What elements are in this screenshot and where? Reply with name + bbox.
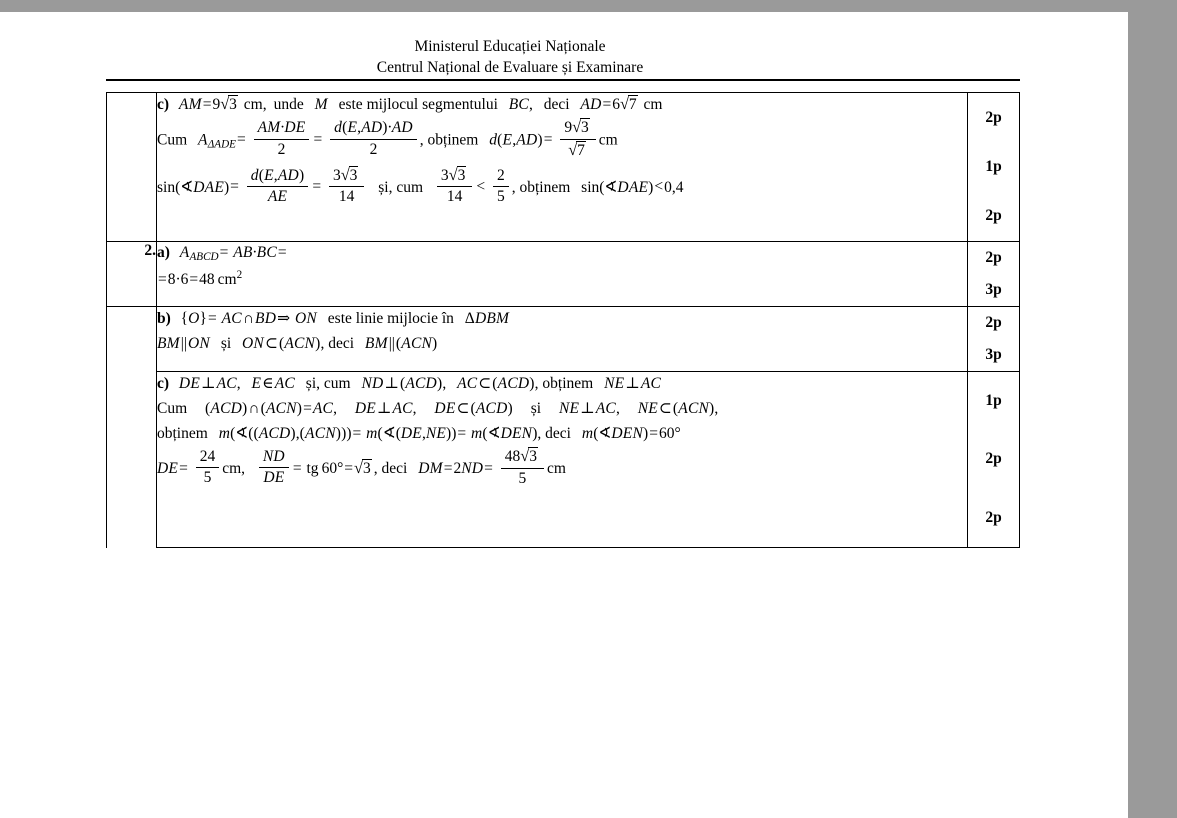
header-line-center: Centrul Național de Evaluare și Examinare (376, 59, 644, 76)
seg-ne: NE (604, 375, 625, 392)
solution-line: b) {O}= AC∩BD⇒ ON este linie mijlocie în ΔDBM (157, 310, 510, 327)
measure-m1: m (218, 425, 231, 442)
line-ac: AC (221, 310, 242, 327)
points-badge: 2p (985, 108, 1002, 126)
fraction-3root3-over-14-2: $\frac{3√3}{14}$ (437, 166, 472, 207)
points-badge: 2p (985, 207, 1002, 225)
seg-nd: ND (361, 375, 384, 392)
point-o: O (188, 310, 200, 327)
grading-table (106, 92, 1020, 548)
seg-dm: DM (418, 459, 443, 477)
header-line-ministry: Ministerul Educației Naționale (414, 38, 606, 55)
seg-on: ON (188, 335, 210, 352)
table-row (107, 372, 1020, 548)
document-page (0, 6, 1128, 818)
measure-m4: m (581, 425, 594, 442)
row-solution-cell (157, 307, 968, 372)
fraction-dead-over-ae: $\frac{d(E,AD)}{AE}$ (247, 167, 309, 207)
measure-m2: m (366, 425, 378, 442)
row-index-cell (107, 372, 157, 548)
row-index-label: 2. (144, 242, 156, 259)
points-badge: 3p (985, 346, 1002, 363)
row-points-cell (968, 93, 1020, 242)
points-badge: 2p (985, 450, 1002, 468)
exponent-2: 2 (236, 269, 243, 282)
fraction-3root3-over-14: $\frac{3√3}{14}$ (329, 166, 364, 207)
row-points-cell (968, 372, 1020, 548)
seg-on: ON (294, 310, 317, 327)
triangle-dbm: ΔDBM (464, 310, 510, 327)
var-m: M (314, 96, 328, 113)
fraction-48root3-over-5: $\frac{48√3}{5}$ (501, 447, 544, 488)
points-badge: 1p (985, 392, 1002, 410)
item-label-c2: c) (157, 375, 170, 392)
table-row (107, 307, 1020, 372)
expr-ad: AD (580, 96, 602, 113)
fraction-am-de-over-2: $\frac{AM\cdot DE}{2}$ (254, 119, 310, 159)
row-index-cell (107, 242, 157, 307)
seg-bc: BC (508, 96, 529, 113)
sqrt-3-icon-2: √3 (354, 458, 371, 477)
row-index-cell (107, 93, 157, 242)
fraction-24-over-5: $\frac{24}{5}$ (196, 448, 220, 488)
area-subscript: ΔADE (207, 138, 236, 151)
item-label-c: c) (157, 96, 170, 113)
angle-dae-2: DAE (617, 178, 649, 196)
solution-line: sin(∢DAE)= $\frac{d(E,AD)}{AE}$ = $\frac{3√3}{14}$ și, cum $\frac{3√3}{14}$ < $\frac{2}{5}$ , obținem sin(∢DAE)<0,4 (157, 166, 684, 206)
area-symbol: A (198, 131, 208, 149)
solution-line: a) $A_{ABCD}= AB\cdot BC=$ (157, 244, 287, 264)
expr-am: AM (178, 96, 202, 113)
table-row (107, 93, 1020, 242)
dist-e-ad: d(E,AD) (489, 131, 543, 149)
fraction-2-over-5: $\frac{2}{5}$ (493, 167, 509, 207)
fraction-nd-over-de: $\frac{ND}{DE}$ (259, 448, 289, 488)
seg-de-2: DE (157, 459, 179, 477)
sqrt-3-icon: √3 (220, 95, 237, 113)
answer-key-sheet (106, 79, 1020, 548)
table-row (107, 242, 1020, 307)
line-bd: BD (255, 310, 277, 327)
solution-line: BM||ON și ON⊂(ACN), deci BM||(ACN) (157, 335, 438, 352)
top-gray-strip (0, 6, 1128, 12)
row-solution-cell (157, 93, 968, 242)
seg-de: DE (178, 375, 200, 392)
header-rule (106, 79, 1020, 81)
points-badge: 2p (985, 314, 1002, 331)
solution-line: c) AM=9√3 cm, unde M este mijlocul segmentului BC, deci AD=6√7 cm (157, 95, 663, 113)
points-badge: 2p (985, 508, 1002, 526)
seg-bm: BM (157, 335, 180, 352)
document-header (0, 36, 1020, 78)
seg-on-2: ON (242, 335, 264, 352)
measure-m3: m (471, 425, 483, 442)
item-label-a: a) (157, 244, 170, 261)
row-points-cell (968, 242, 1020, 307)
plane-acn-2: (ACN) (395, 335, 438, 352)
plane-acn: (ACN) (278, 335, 321, 352)
line-ac-2: AC (457, 375, 478, 392)
row-points-cell (968, 307, 1020, 372)
row-index-cell (107, 307, 157, 372)
plane-acd: (ACD) (205, 400, 248, 417)
plane-acn-3: (ACN) (260, 400, 303, 417)
solution-line: c) DE⊥AC, E∈AC și, cum ND⊥(ACD), AC⊂(ACD), obținem NE⊥AC (157, 375, 662, 392)
item-label-b: b) (157, 310, 171, 327)
solution-line: =8·6=48 $cm^2$ (158, 269, 243, 289)
sqrt-7-icon: √7 (619, 95, 637, 113)
points-badge: 1p (985, 157, 1002, 175)
fraction-dead-over-2: $\frac{d(E,AD)\cdot AD}{2}$ (330, 119, 417, 159)
seg-bm-2: BM (364, 335, 388, 352)
area-symbol: A (179, 244, 190, 261)
points-badge: 3p (985, 281, 1002, 298)
point-e: E (251, 375, 262, 392)
area-subscript: ABCD (189, 251, 219, 264)
row-solution-cell (157, 372, 968, 548)
fraction-9root3-over-root7: $\frac{9√3}{√7}$ (560, 118, 595, 160)
solution-line: obținem m(∢((ACD),(ACN)))= m(∢(DE,NE))= m(∢DEN), deci m(∢DEN)=60° (157, 425, 681, 442)
solution-line: Cum (ACD)∩(ACN)=AC, DE⊥AC, DE⊂(ACD) și NE⊥AC, NE⊂(ACN), (157, 400, 719, 417)
angle-dae: DAE (193, 178, 224, 196)
solution-line: Cum $A_{\Delta ADE}=$ $\frac{AM\cdot DE}{2}$ = $\frac{d(E,AD)\cdot AD}{2}$ , obținem d(E,AD)= $\frac{9√3}{√7}$ cm (157, 118, 618, 159)
expr-ab-bc: AB·BC (233, 244, 277, 261)
solution-line: DE= $\frac{24}{5}$ cm, $\frac{ND}{DE}$ = tg 60°=√3 , deci DM=2ND= $\frac{48√3}{5}$ cm (157, 447, 566, 487)
points-badge: 2p (985, 249, 1002, 266)
row-solution-cell (157, 242, 968, 307)
